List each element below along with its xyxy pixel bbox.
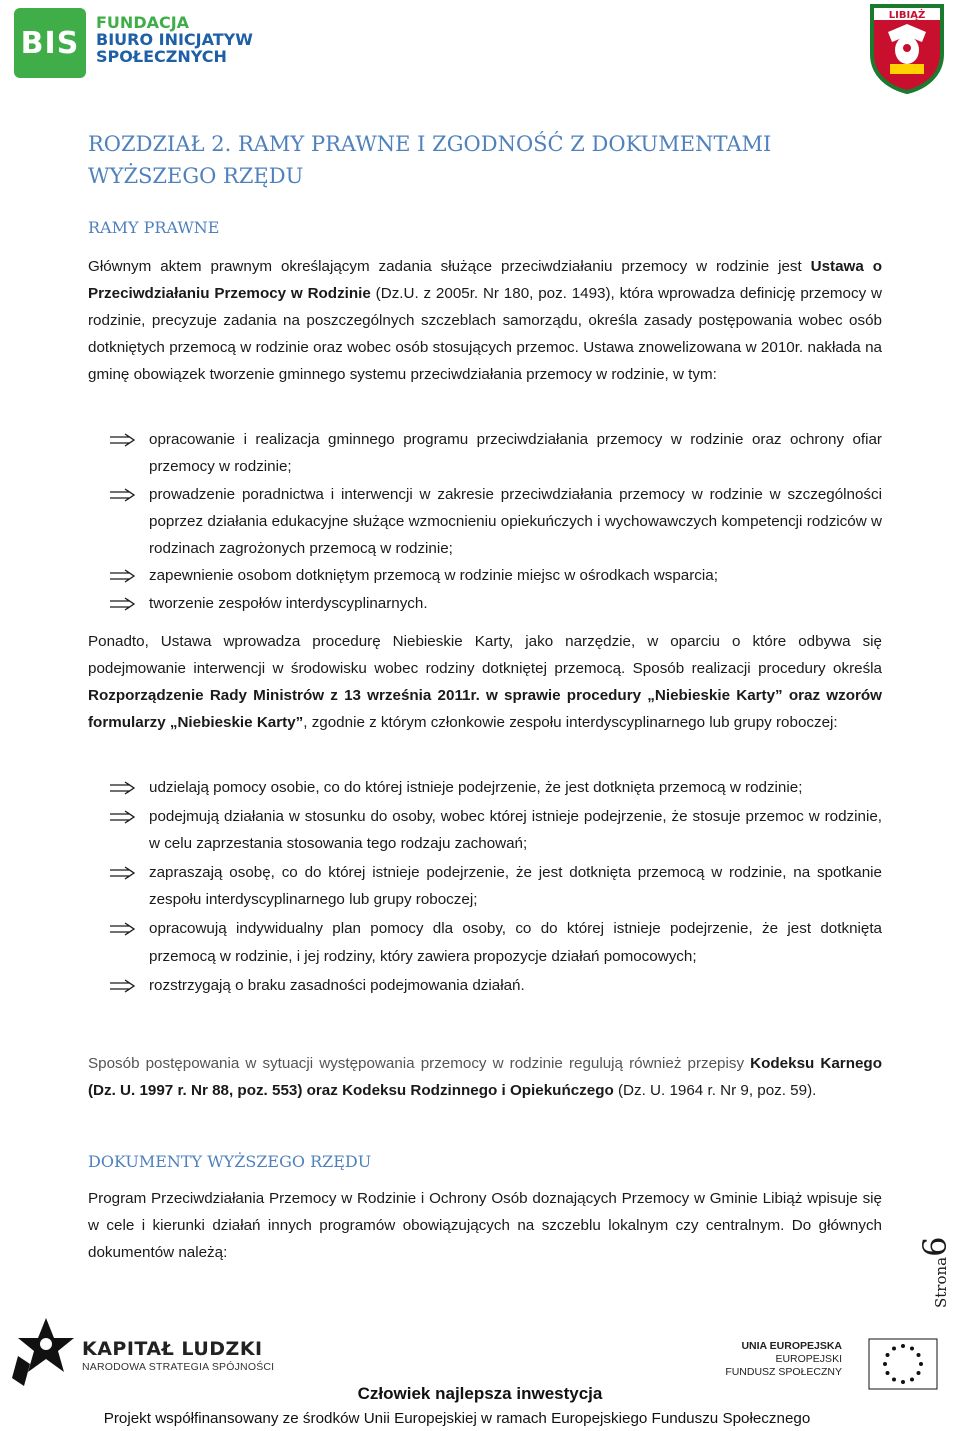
double-arrow-icon xyxy=(108,590,138,617)
list-item xyxy=(88,803,882,857)
eu-line1: UNIA EUROPEJSKA xyxy=(741,1340,842,1352)
libiaz-crest-icon xyxy=(868,2,946,94)
list-item-text: tworzenie zespołów interdyscyplinarnych. xyxy=(149,594,428,612)
text-run: (Dz. U. 1964 r. Nr 9, poz. 59). xyxy=(613,1082,817,1100)
double-arrow-icon xyxy=(108,562,138,589)
list-item xyxy=(88,915,882,969)
kapital-ludzki-star-icon xyxy=(8,1316,74,1390)
page-number-value: 6 xyxy=(916,1236,954,1257)
double-arrow-icon xyxy=(108,972,138,999)
list-item xyxy=(88,590,882,617)
list-item-text: opracowanie i realizacja gminnego programu przeciwdziałania przemocy w rodzinie oraz ochrony ofiar przemocy w rodzinie; xyxy=(149,431,882,476)
kapital-ludzki-logo xyxy=(8,1316,275,1390)
list-item-text: opracowują indywidualny plan pomocy dla osoby, co do której istnieje podejrzenie, że jest dotknięta przemocą w rodzinie, i jej rodziny, który zawiera propozycje działań pomocowych; xyxy=(149,920,882,965)
bis-logo-mark: BIS xyxy=(14,8,86,78)
bold-text-run: Ustawa o Przeciwdziałaniu Przemocy w Rodzinie xyxy=(88,258,882,303)
page-label: Strona xyxy=(932,1256,950,1308)
paragraph-program: Program Przeciwdziałania Przemocy w Rodzinie i Ochrony Osób doznających Przemocy w Gminie Libiąż wpisuje się w cele i kierunki działań innych programów obowiązujących na szczeblu lokalnym czy centralnym. Do głównych dokumentów należą: xyxy=(88,1190,882,1262)
text-run: Sposób postępowania w sytuacji występowania przemocy w rodzinie regulują również przepisy xyxy=(88,1055,751,1072)
list-item-text: podejmują działania w stosunku do osoby, wobec której istnieje podejrzenie, że stosuje przemoc w rodzinie, w celu zaprzestania stosowania tego rodzaju zachowań; xyxy=(149,808,882,853)
section-heading-text: RAMY PRAWNE xyxy=(88,218,220,237)
list-item xyxy=(88,972,882,999)
text-run: (Dz.U. z 2005r. Nr 180, poz. 1493), która wprowadza definicję przemocy w rodzinie, precyzuje zadania na poszczególnych szczeblach samorządu, określa zasady postępowania wobec osób dotkniętych przemocą w rodzinie oraz wobec osób stosujących przemoc. Ustawa znowelizowana w 2010r. nakłada na gminę obowiązek tworzenie gminnego systemu przeciwdziałania przemocy w rodzinie, w tym: xyxy=(88,285,882,384)
list-item xyxy=(88,774,882,801)
list-item-text: zapewnienie osobom dotkniętym przemocą w rodzinie miejsc w ośrodkach wsparcia; xyxy=(149,567,718,585)
list-item xyxy=(88,562,882,589)
bold-text-run: Kodeksu Karnego (Dz. U. 1997 r. Nr 88, poz. 553) oraz Kodeksu Rodzinnego i Opiekuńczego xyxy=(88,1055,882,1100)
chapter-title: ROZDZIAŁ 2. RAMY PRAWNE I ZGODNOŚĆ Z DOKUMENTAMI WYŻSZEGO RZĘDU xyxy=(88,132,772,188)
text-run: Ponadto, Ustawa wprowadza procedurę Niebieskie Karty, jako narzędzie, w oparciu o które odbywa się podejmowanie interwencji w środowisku wobec rodziny dotkniętej przemocą. Sposób realizacji procedury określa xyxy=(88,633,882,678)
list-item-text: rozstrzygają o braku zasadności podejmowania działań. xyxy=(149,976,525,994)
list-item xyxy=(88,481,882,562)
double-arrow-icon xyxy=(108,803,138,830)
double-arrow-icon xyxy=(108,481,138,508)
footer-slogan: Człowiek najlepsza inwestycja xyxy=(357,1384,603,1403)
page-number xyxy=(916,1228,956,1308)
paragraph-codes xyxy=(88,1050,882,1104)
eu-flag-icon xyxy=(868,1338,938,1390)
bold-text-run: Rozporządzenie Rady Ministrów z 13 września 2011r. w sprawie procedury „Niebieskie Karty” oraz wzorów formularzy „Niebieskie Karty” xyxy=(88,687,882,732)
list-item-text: zapraszają osobę, co do której istnieje podejrzenie, że jest dotknięta przemocą w rodzinie, na spotkanie zespołu interdyscyplinarnego lub grupy roboczej; xyxy=(149,864,882,909)
kapital-ludzki-title: KAPITAŁ LUDZKI xyxy=(82,1338,263,1360)
footer-cofinancing-note: Projekt współfinansowany ze środków Unii Europejskiej w ramach Europejskiego Funduszu Społecznego xyxy=(103,1410,811,1427)
section-heading-higher-documents xyxy=(88,1152,371,1171)
eu-line2: EUROPEJSKI xyxy=(775,1353,842,1365)
list-item-text: udzielają pomocy osobie, co do której istnieje podejrzenie, że jest dotknięta przemocą w rodzinie; xyxy=(149,779,803,796)
text-run: , zgodnie z którym członkowie zespołu interdyscyplinarnego lub grupy roboczej: xyxy=(303,714,838,732)
double-arrow-icon xyxy=(108,774,138,801)
double-arrow-icon xyxy=(108,426,138,453)
bis-logo xyxy=(14,8,254,80)
bis-logo-line2: BIURO INICJATYW xyxy=(96,30,253,49)
eu-line3: FUNDUSZ SPOŁECZNY xyxy=(725,1366,842,1378)
double-arrow-icon xyxy=(108,915,138,942)
list-item xyxy=(88,426,882,480)
list-team-duties xyxy=(88,774,882,999)
list-item-text: prowadzenie poradnictwa i interwencji w zakresie przeciwdziałania przemocy w rodzinie w szczególności poprzez działania edukacyjne służące wzmocnieniu opiekuńczych i wychowawczych kompetencji rodziców w rodzinach zagrożonych przemocą w rodzinie; xyxy=(149,486,882,558)
text-run: Głównym aktem prawnym określającym zadania służące przeciwdziałaniu przemocy w rodzinie jest xyxy=(88,258,811,275)
list-gmina-duties xyxy=(88,426,882,617)
paragraph-legal-act xyxy=(88,253,882,388)
kapital-ludzki-subtitle: NARODOWA STRATEGIA SPÓJNOŚCI xyxy=(82,1361,275,1373)
section-heading-text: DOKUMENTY WYŻSZEGO RZĘDU xyxy=(88,1152,372,1171)
bis-logo-line1: FUNDACJA xyxy=(96,13,190,32)
bis-logo-line3: SPOŁECZNYCH xyxy=(96,47,227,66)
paragraph-blue-cards xyxy=(88,628,882,736)
double-arrow-icon xyxy=(108,859,138,886)
list-item xyxy=(88,859,882,913)
bis-logo-text xyxy=(96,14,253,65)
crest-label: LIBIĄŻ xyxy=(888,10,926,21)
section-heading-legal-framework xyxy=(88,218,219,237)
